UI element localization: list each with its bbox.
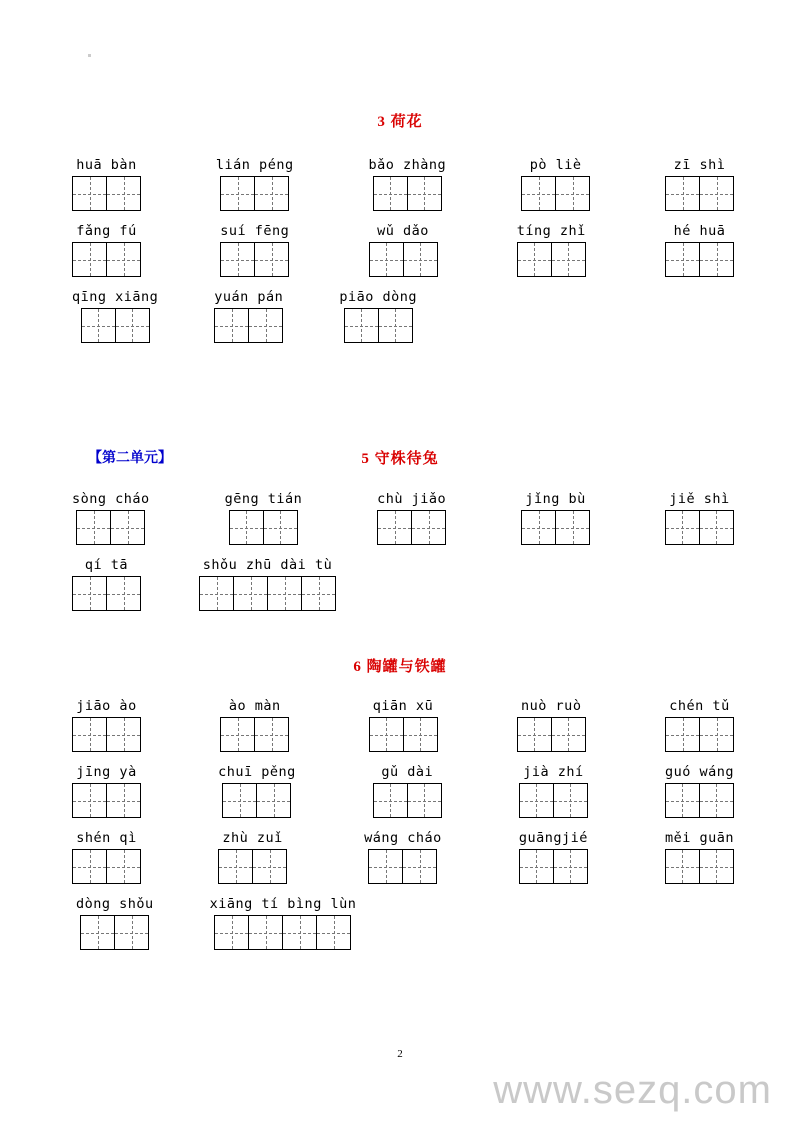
word-item [72,557,141,611]
word-item [220,223,289,277]
writing-grid[interactable] [222,783,291,818]
writing-grid[interactable] [220,176,289,211]
pinyin-label: jīng yà [76,764,137,780]
grid-cell[interactable] [106,242,141,277]
section-title-lesson-5: 5 守株待兔 [361,451,439,467]
writing-grid[interactable] [517,717,586,752]
grid-cell[interactable] [519,783,554,818]
grid-cell[interactable] [72,242,107,277]
word-item [517,698,586,752]
grid-cell[interactable] [301,576,336,611]
word-row [0,491,800,545]
writing-grid[interactable] [521,176,590,211]
section-title-lesson-3: 3 荷花 [377,114,423,130]
pinyin-label: chén tǔ [669,698,730,714]
word-item [216,157,294,211]
grid-cell[interactable] [551,242,586,277]
section-title-lesson-6: 6 陶罐与铁罐 [353,659,447,675]
writing-grid[interactable] [229,510,298,545]
grid-cell[interactable] [368,849,403,884]
writing-grid[interactable] [72,242,141,277]
grid-cell[interactable] [699,510,734,545]
grid-cell[interactable] [256,783,291,818]
pinyin-label: yuán pán [214,289,284,305]
writing-grid[interactable] [344,308,413,343]
word-item [210,896,357,950]
grid-cell[interactable] [106,576,141,611]
writing-grid[interactable] [199,576,336,611]
writing-grid[interactable] [81,308,150,343]
word-item [339,289,417,343]
grid-cell[interactable] [403,717,438,752]
grid-cell[interactable] [373,176,408,211]
word-item [373,764,442,818]
writing-grid[interactable] [519,849,588,884]
grid-cell[interactable] [551,717,586,752]
word-row [0,289,800,343]
writing-grid[interactable] [218,849,287,884]
grid-cell[interactable] [80,915,115,950]
writing-grid[interactable] [220,717,289,752]
grid-cell[interactable] [699,783,734,818]
grid-cell[interactable] [344,308,379,343]
grid-cell[interactable] [403,242,438,277]
pinyin-label: guó wáng [664,764,734,780]
grid-cell[interactable] [248,915,283,950]
grid-cell[interactable] [665,510,700,545]
pinyin-label: qí tā [84,557,129,573]
grid-cell[interactable] [553,849,588,884]
grid-cell[interactable] [378,308,413,343]
pinyin-label: gǔ dài [381,764,434,780]
word-item [72,289,158,343]
grid-cell[interactable] [115,308,150,343]
grid-cell[interactable] [665,242,700,277]
pinyin-label: shén qì [76,830,137,846]
word-item [214,289,283,343]
grid-cell[interactable] [254,176,289,211]
grid-cell[interactable] [553,783,588,818]
pinyin-label: chù jiǎo [377,491,447,507]
writing-grid[interactable] [665,510,734,545]
grid-cell[interactable] [218,849,253,884]
writing-grid[interactable] [665,717,734,752]
pinyin-label: qīng xiāng [72,289,159,305]
grid-cell[interactable] [263,510,298,545]
writing-grid[interactable] [665,849,734,884]
grid-cell[interactable] [377,510,412,545]
site-watermark: www.sezq.com [493,1068,772,1112]
grid-cell[interactable] [214,915,249,950]
pinyin-label: wǔ dǎo [377,223,429,239]
pinyin-label: zī shì [673,157,726,173]
pinyin-label: xiāng tí bìng lùn [209,896,357,912]
word-item [665,764,734,818]
writing-grid[interactable] [377,510,446,545]
word-row [0,223,800,277]
writing-grid[interactable] [369,242,438,277]
writing-grid[interactable] [373,176,442,211]
word-item [369,698,438,752]
grid-cell[interactable] [199,576,234,611]
writing-grid[interactable] [369,717,438,752]
grid-cell[interactable] [517,242,552,277]
pinyin-label: piāo dòng [339,289,417,305]
word-item [665,491,734,545]
pinyin-label: chuī pěng [218,764,296,780]
grid-cell[interactable] [369,242,404,277]
word-row [0,830,800,884]
grid-cell[interactable] [81,308,116,343]
writing-grid[interactable] [665,242,734,277]
word-item [225,491,303,545]
word-row [0,557,800,611]
word-item [521,157,590,211]
grid-cell[interactable] [407,783,442,818]
unit-badge: 【第二单元】 [88,451,172,466]
grid-cell[interactable] [699,242,734,277]
pinyin-label: bǎo zhàng [368,157,447,173]
writing-grid[interactable] [72,717,141,752]
grid-cell[interactable] [521,176,556,211]
grid-cell[interactable] [519,849,554,884]
grid-cell[interactable] [517,717,552,752]
word-row [0,896,800,950]
writing-grid[interactable] [665,783,734,818]
writing-grid[interactable] [368,849,437,884]
grid-cell[interactable] [267,576,302,611]
pinyin-label: měi guān [664,830,734,846]
grid-cell[interactable] [106,717,141,752]
word-item [665,157,734,211]
grid-cell[interactable] [106,849,141,884]
unit-heading-row [0,447,800,469]
word-item [72,157,141,211]
word-row [0,698,800,752]
word-item [72,698,141,752]
grid-cell[interactable] [72,783,107,818]
word-item [76,896,154,950]
pinyin-label: jiě shì [669,491,730,507]
word-item [72,491,150,545]
word-item [72,223,141,277]
word-item [519,764,588,818]
grid-cell[interactable] [665,176,700,211]
corner-mark [88,54,91,57]
grid-cell[interactable] [316,915,351,950]
grid-cell[interactable] [72,717,107,752]
word-item [218,830,287,884]
word-item [199,557,336,611]
pinyin-label: pò liè [529,157,582,173]
pinyin-label: guāngjié [518,830,588,846]
grid-cell[interactable] [220,242,255,277]
grid-cell[interactable] [214,308,249,343]
word-item [369,223,438,277]
pinyin-label: hé huā [673,223,726,239]
word-item [519,830,588,884]
pinyin-label: dòng shǒu [76,896,154,912]
grid-cell[interactable] [229,510,264,545]
grid-cell[interactable] [411,510,446,545]
page-number: 2 [397,1048,403,1060]
word-item [377,491,446,545]
word-item [72,764,141,818]
writing-grid[interactable] [220,242,289,277]
grid-cell[interactable] [72,176,107,211]
pinyin-label: huā bàn [76,157,137,173]
word-item [218,764,296,818]
pinyin-label: shǒu zhū dài tù [202,557,333,573]
writing-grid[interactable] [519,783,588,818]
grid-cell[interactable] [254,717,289,752]
grid-cell[interactable] [407,176,442,211]
grid-cell[interactable] [369,717,404,752]
grid-cell[interactable] [665,717,700,752]
pinyin-label: suí fēng [220,223,290,239]
grid-cell[interactable] [699,717,734,752]
writing-grid[interactable] [214,915,351,950]
grid-cell[interactable] [252,849,287,884]
section-lesson-5 [0,447,800,611]
grid-cell[interactable] [402,849,437,884]
writing-grid[interactable] [72,176,141,211]
writing-grid[interactable] [665,176,734,211]
pinyin-label: gēng tián [224,491,303,507]
writing-grid[interactable] [72,849,141,884]
pinyin-label: qiān xū [372,698,434,714]
grid-cell[interactable] [106,176,141,211]
grid-cell[interactable] [521,510,556,545]
pinyin-label: wáng cháo [364,830,442,846]
grid-cell[interactable] [282,915,317,950]
grid-cell[interactable] [114,915,149,950]
writing-grid[interactable] [72,576,141,611]
grid-cell[interactable] [254,242,289,277]
section-lesson-6 [0,655,800,950]
grid-cell[interactable] [248,308,283,343]
grid-cell[interactable] [373,783,408,818]
pinyin-label: lián péng [215,157,294,173]
word-item [220,698,289,752]
grid-cell[interactable] [220,176,255,211]
grid-cell[interactable] [665,849,700,884]
pinyin-label: jiāo ào [76,698,137,714]
word-item [72,830,141,884]
pinyin-label: sòng cháo [72,491,150,507]
grid-cell[interactable] [76,510,111,545]
grid-cell[interactable] [220,717,255,752]
word-item [665,830,734,884]
word-item [364,830,442,884]
pinyin-label: nuò ruò [521,698,582,714]
grid-cell[interactable] [106,783,141,818]
pinyin-label: tíng zhǐ [516,223,586,239]
pinyin-label: fǎng fú [76,223,137,239]
writing-grid[interactable] [517,242,586,277]
writing-grid[interactable] [80,915,149,950]
grid-cell[interactable] [665,783,700,818]
word-row [0,764,800,818]
pinyin-label: zhù zuǐ [222,830,283,846]
grid-cell[interactable] [699,849,734,884]
writing-grid[interactable] [76,510,145,545]
section-lesson-3 [0,110,800,343]
grid-cell[interactable] [222,783,257,818]
grid-cell[interactable] [72,576,107,611]
grid-cell[interactable] [72,849,107,884]
grid-cell[interactable] [699,176,734,211]
word-item [521,491,590,545]
writing-grid[interactable] [72,783,141,818]
word-item [517,223,586,277]
pinyin-label: jǐng bù [525,491,586,507]
word-item [665,698,734,752]
grid-cell[interactable] [110,510,145,545]
writing-grid[interactable] [373,783,442,818]
word-item [369,157,447,211]
grid-cell[interactable] [555,510,590,545]
pinyin-label: jià zhí [523,764,584,780]
writing-grid[interactable] [521,510,590,545]
word-item [665,223,734,277]
grid-cell[interactable] [555,176,590,211]
pinyin-label: ào màn [228,698,281,714]
word-row [0,157,800,211]
grid-cell[interactable] [233,576,268,611]
writing-grid[interactable] [214,308,283,343]
